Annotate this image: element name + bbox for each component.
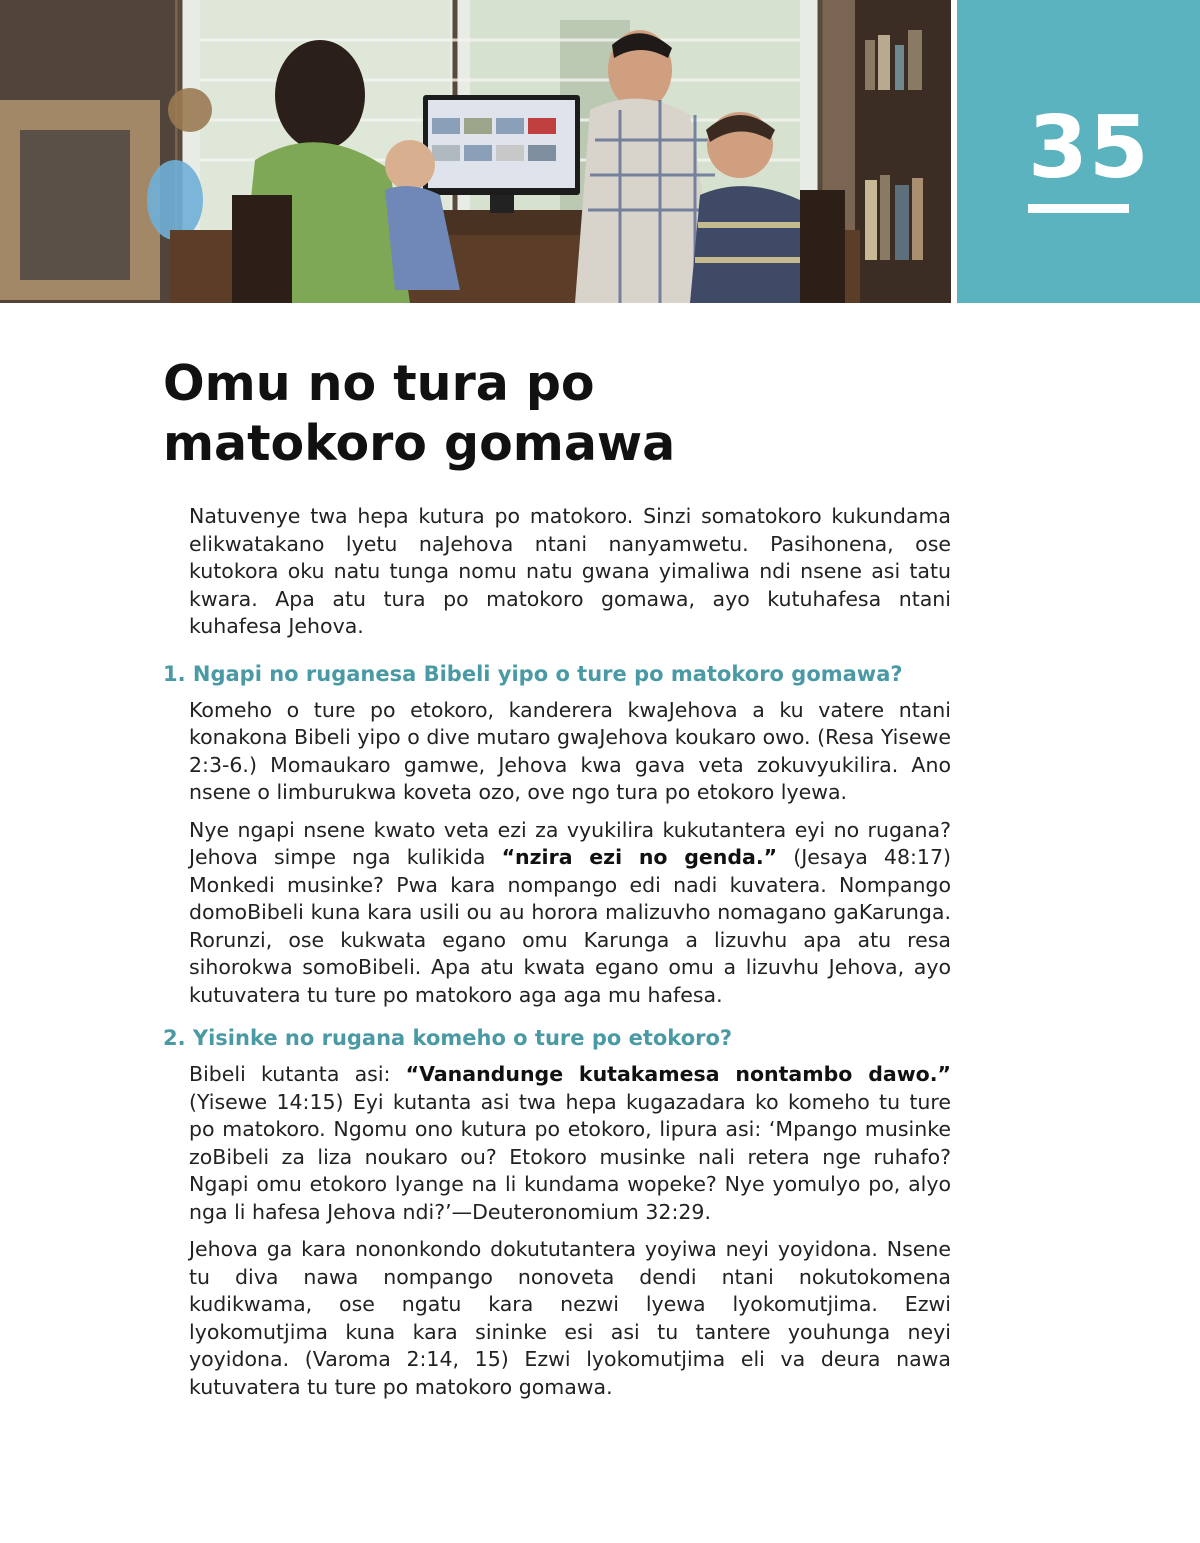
section-2-paragraph-1 (189, 1061, 951, 1226)
family-at-computer-illustration (0, 0, 951, 303)
section-2-paragraph-1-text-after: (Yisewe 14:15) Eyi kutanta asi twa hepa kugazadara ko komeho tu ture po matokoro. Ngomu ono kutura po etokoro, lipura asi: ‘Mpango musinke zoBibeli za liza noukaro ou? Etokoro musinke nali retera nge ruhafo? Ngapi omu etokoro lyange na li kundama wopeke? Nye yomulyo po, alyo nga li hafesa Jehova ndi?’—Deuteronomium 32:29. (189, 1089, 951, 1224)
section-1-paragraph-1: Komeho o ture po etokoro, kanderera kwaJehova a ku vatere ntani konakona Bibeli yipo o dive mutaro gwaJehova koukaro owo. (Resa Yisewe 2:3-6.) Momaukaro gamwe, Jehova kwa gava veta zokuvyukilira. Ano nsene o limburukwa koveta ozo, ove ngo tura po etokoro lyewa. (189, 697, 951, 804)
title-line-2: matokoro gomawa (163, 415, 676, 472)
page-title (163, 354, 923, 474)
section-2-paragraph-1-text-before: Bibeli kutanta asi: (189, 1062, 406, 1086)
intro-paragraph: Natuvenye twa hepa kutura po matokoro. Sinzi somatokoro kukundama elikwatakano lyetu naJehova ntani nanyamwetu. Pasihonena, ose kutokora oku natu tunga nomu natu gwana yimaliwa ndi nsene asi tatu kwara. Apa atu tura po matokoro gomawa, ayo kutuhafesa ntani kuhafesa Jehova. (189, 504, 951, 638)
lesson-number-underline (1028, 204, 1129, 213)
title-line-1: Omu no tura po (163, 355, 595, 412)
section-1-paragraph-2-text-after: (Jesaya 48:17) Monkedi musinke? Pwa kara nompango edi nadi kuvatera. Nompango domoBibeli kuna kara usili ou au horora malizuvho nomagano gaKarunga. Rorunzi, ose kukwata egano omu Karunga a lizuvhu apa atu resa sihorokwa somoBibeli. Apa atu kwata egano omu a lizuvhu Jehova, ayo kutuvatera tu ture po matokoro aga aga mu hafesa. (189, 845, 952, 1007)
section-2-paragraph-2: Jehova ga kara nononkondo dokututantera yoyiwa neyi yoyidona. Nsene tu diva nawa nompango nonoveta dendi ntani nokutokomena kudikwama, ose ngatu kara nezwi lyewa lyokomutjima. Ezwi lyokomutjima kuna kara sininke esi asi tu tantere youhunga neyi yoyidona. (Varoma 2:14, 15) Ezwi lyokomutjima eli va deura nawa kutuvatera tu ture po matokoro gomawa. (189, 1237, 951, 1399)
section-2-quote: “Vanandunge kutakamesa nontambo dawo.” (405, 1062, 951, 1086)
section-1-paragraph-2-text-before: Nye ngapi nsene kwato veta ezi za vyukilira kukutantera eyi no rugana? Jehova simpe nga kulikida (189, 817, 951, 869)
lesson-number: 35 (1028, 98, 1150, 198)
section-1-quote: “nzira ezi no genda.” (501, 845, 778, 869)
section-1-paragraph-2 (189, 817, 951, 1010)
section-1-heading: 1. Ngapi no ruganesa Bibeli yipo o ture po matokoro gomawa? (163, 661, 903, 686)
lesson-content (163, 503, 952, 1411)
section-2-heading: 2. Yisinke no rugana komeho o ture po etokoro? (163, 1026, 733, 1050)
hero-photo (0, 0, 951, 303)
